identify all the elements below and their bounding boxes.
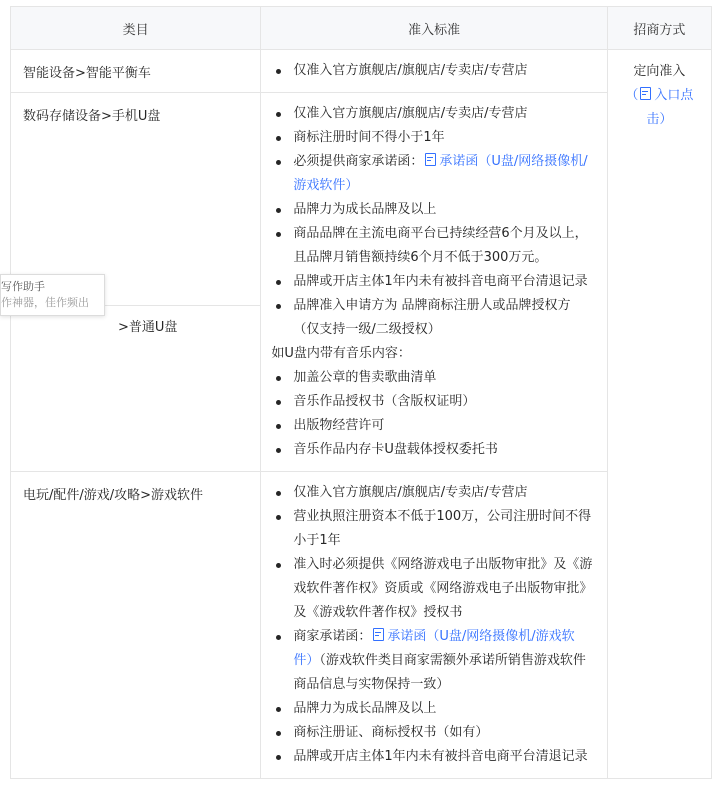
- list-item: 加盖公章的售卖歌曲清单: [271, 366, 592, 390]
- category-cell: 智能设备>智能平衡车: [11, 50, 261, 93]
- table-row: [11, 93, 712, 472]
- category-cell: 数码存储设备>手机U盘 >普通U盘: [11, 93, 261, 472]
- list-item: 仅准入官方旗舰店/旗舰店/专卖店/专营店: [271, 59, 592, 83]
- table-header-row: [11, 7, 712, 50]
- list-item: 必须提供商家承诺函： 承诺函（U盘/网络摄像机/游戏软件）: [271, 150, 592, 198]
- music-heading: 如U盘内带有音乐内容：: [271, 346, 411, 361]
- standard-cell: [261, 93, 607, 472]
- category-cell: 电玩/配件/游戏/攻略>游戏软件: [11, 472, 261, 779]
- commitment-link[interactable]: 承诺函（U盘/网络摄像机/游戏软件）: [293, 154, 588, 193]
- mode-text: 定向准入: [633, 64, 686, 79]
- standard-cell: [261, 50, 607, 93]
- commitment-link[interactable]: 承诺函（U盘/网络摄像机/游戏软件）: [293, 629, 575, 668]
- list-item: 仅准入官方旗舰店/旗舰店/专卖店/专营店: [271, 102, 592, 126]
- list-item: 商标注册时间不得小于1年: [271, 126, 592, 150]
- list-item: 音乐作品内存卡U盘载体授权委托书: [271, 438, 592, 462]
- document-icon: [373, 628, 384, 641]
- list-item: 商标注册证、商标授权书（如有）: [271, 721, 592, 745]
- header-category: 类目: [11, 7, 261, 50]
- document-icon: [640, 87, 651, 100]
- list-item: 品牌或开店主体1年内未有被抖音电商平台清退记录: [271, 745, 592, 769]
- document-icon: [425, 153, 436, 166]
- list-item: 仅准入官方旗舰店/旗舰店/专卖店/专营店: [271, 481, 592, 505]
- list-item: 商家承诺函： 承诺函（U盘/网络摄像机/游戏软件）（游戏软件类目商家需额外承诺所销售游戏软件商品信息与实物保持一致）: [271, 625, 592, 697]
- category-cell-2: >普通U盘: [118, 320, 178, 335]
- header-standard: 准入标准: [261, 7, 607, 50]
- list-item: 准入时必须提供《网络游戏电子出版物审批》及《游戏软件著作权》资质或《网络游戏电子出版物审批》及《游戏软件著作权》授权书: [271, 553, 592, 625]
- list-item: 品牌准入申请方为 品牌商标注册人或品牌授权方（仅支持一级/二级授权）: [271, 294, 592, 342]
- admission-standards-table: [10, 6, 712, 779]
- list-item: 音乐作品授权书（含版权证明）: [271, 390, 592, 414]
- table-row: [11, 50, 712, 93]
- list-item: 出版物经营许可: [271, 414, 592, 438]
- tooltip-title: 写作助手: [1, 280, 45, 293]
- table-row: [11, 472, 712, 779]
- list-item: 商品品牌在主流电商平台已持续经营6个月及以上，且品牌月销售额持续6个月不低于300万元。: [271, 222, 592, 270]
- entry-link[interactable]: 入口点击: [638, 88, 693, 127]
- tooltip-subtitle: 作神器，佳作频出: [1, 296, 89, 309]
- header-mode: 招商方式: [607, 7, 711, 50]
- list-item: 品牌力为成长品牌及以上: [271, 198, 592, 222]
- list-item: 营业执照注册资本不低于100万，公司注册时间不得小于1年: [271, 505, 592, 553]
- mode-cell: 定向准入 （ 入口点击）: [607, 50, 711, 779]
- standard-cell: [261, 472, 607, 779]
- list-item: 品牌或开店主体1年内未有被抖音电商平台清退记录: [271, 270, 592, 294]
- writing-assistant-tooltip[interactable]: [0, 274, 105, 316]
- list-item: 品牌力为成长品牌及以上: [271, 697, 592, 721]
